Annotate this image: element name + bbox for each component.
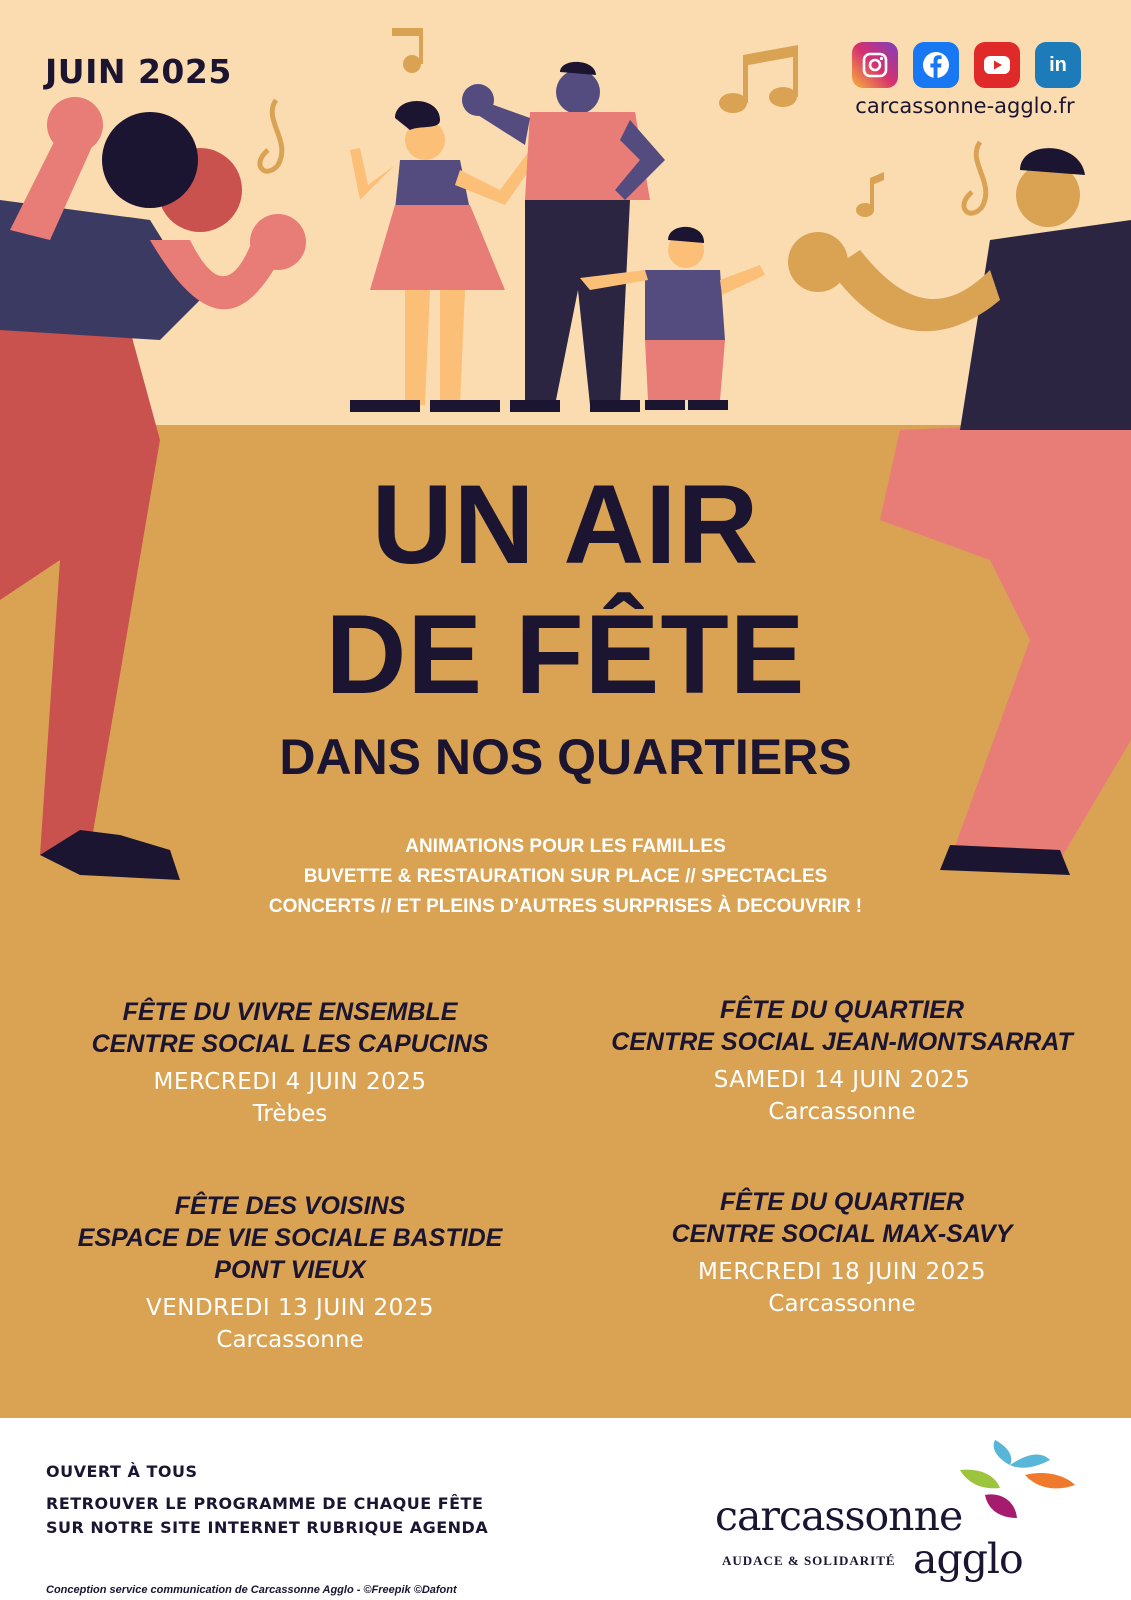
event-venue: CENTRE SOCIAL JEAN-MONTSARRAT: [611, 1028, 1073, 1056]
website-url[interactable]: carcassonne-agglo.fr: [855, 94, 1075, 118]
program-info: [46, 1492, 488, 1540]
event-card: [30, 1190, 550, 1356]
event-card: [30, 996, 550, 1130]
event-date: VENDREDI 13 JUIN 2025: [145, 1295, 435, 1321]
logo-text-carcassonne: carcassonne: [715, 1492, 963, 1540]
event-venue-line-2: PONT VIEUX: [214, 1256, 366, 1284]
event-place: Trèbes: [252, 1101, 328, 1127]
event-card: [582, 994, 1102, 1128]
event-venue: CENTRE SOCIAL MAX-SAVY: [671, 1220, 1013, 1248]
title-line-1: UN AIR: [371, 462, 760, 587]
event-title: FÊTE DU QUARTIER: [720, 1188, 964, 1216]
social-links: [852, 42, 1081, 88]
open-to-all-label: OUVERT À TOUS: [46, 1462, 198, 1481]
event-place: Carcassonne: [768, 1291, 916, 1317]
event-title: FÊTE DES VOISINS: [174, 1192, 406, 1220]
credits: Conception service communication de Carcassonne Agglo - ©Freepik ©Dafont: [46, 1584, 457, 1596]
music-note-icon: [856, 172, 884, 217]
event-date: MERCREDI 18 JUIN 2025: [697, 1259, 987, 1285]
animations-line-2: BUVETTE & RESTAURATION SUR PLACE // SPECTACLES: [303, 866, 828, 887]
linkedin-icon[interactable]: in: [1035, 42, 1081, 88]
logo-tagline: AUDACE & SOLIDARITÉ: [722, 1553, 896, 1568]
youtube-icon[interactable]: [974, 42, 1020, 88]
music-note-icon: [719, 45, 798, 113]
event-venue: ESPACE DE VIE SOCIALE BASTIDE: [77, 1224, 503, 1252]
facebook-icon[interactable]: [913, 42, 959, 88]
subtitle: DANS NOS QUARTIERS: [279, 729, 852, 785]
tall-man-figure: [462, 62, 665, 412]
treble-clef-icon: [964, 142, 986, 213]
program-line-2: SUR NOTRE SITE INTERNET RUBRIQUE AGENDA: [46, 1518, 489, 1537]
event-title: FÊTE DU QUARTIER: [720, 996, 964, 1024]
woman-figure: [350, 101, 540, 412]
event-place: Carcassonne: [768, 1099, 916, 1125]
logo-text-agglo: agglo: [913, 1535, 1023, 1583]
event-place: Carcassonne: [216, 1327, 364, 1353]
event-card: [582, 1186, 1102, 1320]
music-note-icon: [392, 28, 423, 73]
event-title: FÊTE DU VIVRE ENSEMBLE: [122, 998, 458, 1026]
instagram-icon[interactable]: [852, 42, 898, 88]
animations-line-1: ANIMATIONS POUR LES FAMILLES: [405, 836, 726, 857]
treble-clef-icon: [260, 100, 282, 171]
event-date: MERCREDI 4 JUIN 2025: [153, 1069, 427, 1095]
month-label: JUIN 2025: [45, 52, 232, 91]
program-line-1: RETROUVER LE PROGRAMME DE CHAQUE FÊTE: [46, 1494, 484, 1513]
title-line-2: DE FÊTE: [325, 592, 806, 717]
animations-line-3: CONCERTS // ET PLEINS D’AUTRES SURPRISES À DECOUVRIR !: [268, 896, 863, 917]
event-date: SAMEDI 14 JUIN 2025: [713, 1067, 971, 1093]
event-venue: CENTRE SOCIAL LES CAPUCINS: [91, 1030, 489, 1058]
